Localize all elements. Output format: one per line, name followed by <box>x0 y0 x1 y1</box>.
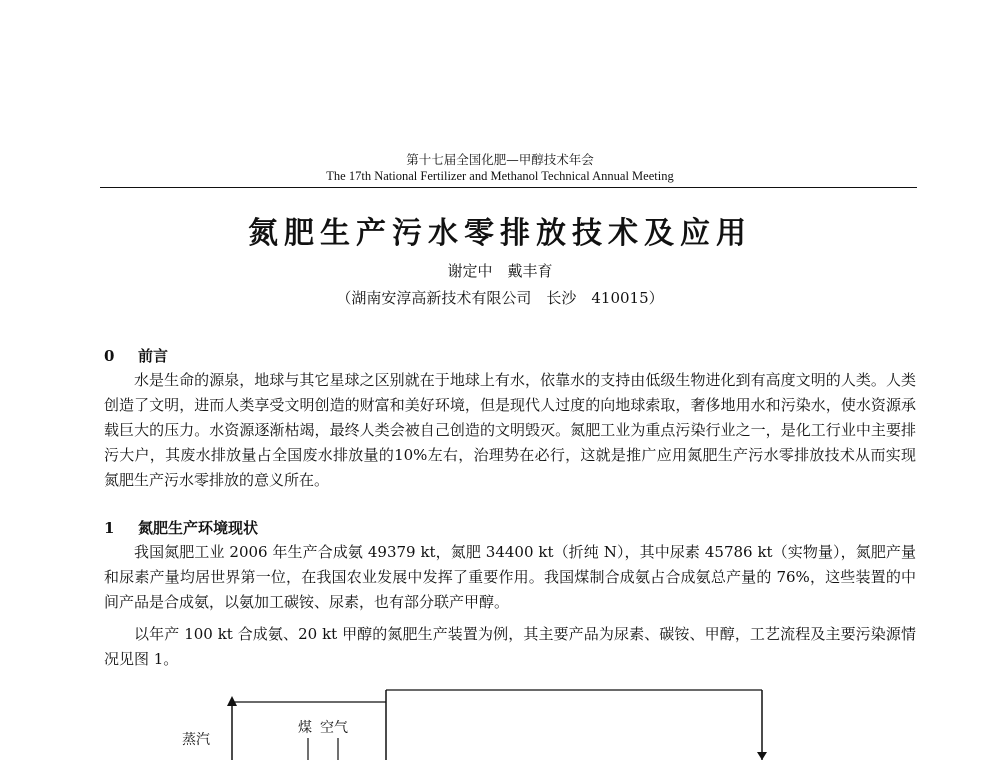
conference-header-en: The 17th National Fertilizer and Methanol Technical Annual Meeting <box>326 169 674 183</box>
paper-affiliation: （湖南安淳高新技术有限公司 长沙 410015） <box>336 289 664 307</box>
paragraph-intro: 水是生命的源泉，地球与其它星球之区别就在于地球上有水，依靠水的支持由低级生物进化到有高度文明的人类。人类创造了文明，进而人类享受文明创造的财富和美好环境，但是现代人过度的向地球索取，奢侈地用水和污染水，使水资源承载巨大的压力。水资源逐渐枯竭，最终人类会被自己创造的文明毁灭。氮肥工业为重点污染行业之一，是化工行业中主要排污大户，其废水排放量占全国废水排放量的10%左右，治理势在必行，这就是推广应用氮肥生产污水零排放技术从而实现氮肥生产污水零排放的意义所在。 <box>104 371 916 489</box>
steam-arrow-icon <box>227 696 237 706</box>
paragraph-status: 我国氮肥工业 2006 年生产合成氨 49379 kt，氮肥 34400 kt（折纯 N），其中尿素 45786 kt（实物量），氮肥产量和尿素产量均居世界第一位，在我国农业发展中发挥了重要作用。我国煤制合成氨占合成氨总产量的 76%，这些装置的中间产品是合成氨，以氨加工碳铵、尿素，也有部分联产甲醇。 <box>104 543 916 611</box>
paper-authors: 谢定中 戴丰育 <box>447 262 553 280</box>
header-rule <box>100 187 917 188</box>
conference-header-cn: 第十七届全国化肥—甲醇技术年会 <box>406 152 594 167</box>
section-number: 0 <box>104 347 115 365</box>
process-flow-diagram <box>160 680 800 760</box>
section-title: 氮肥生产环境现状 <box>138 519 259 537</box>
steam-label: 蒸汽 <box>182 732 210 748</box>
section-number: 1 <box>104 519 115 537</box>
section-heading-0 <box>104 345 168 366</box>
section-heading-1 <box>104 517 258 538</box>
air-label: 空气 <box>320 720 348 736</box>
right-down-arrow-icon <box>757 752 767 760</box>
coal-label: 煤 <box>298 720 312 736</box>
paragraph-example: 以年产 100 kt 合成氨、20 kt 甲醇的氮肥生产装置为例，其主要产品为尿素、碳铵、甲醇，工艺流程及主要污染源情况见图 1。 <box>104 625 916 668</box>
section-title: 前言 <box>138 347 169 365</box>
paper-title: 氮肥生产污水零排放技术及应用 <box>248 216 752 251</box>
